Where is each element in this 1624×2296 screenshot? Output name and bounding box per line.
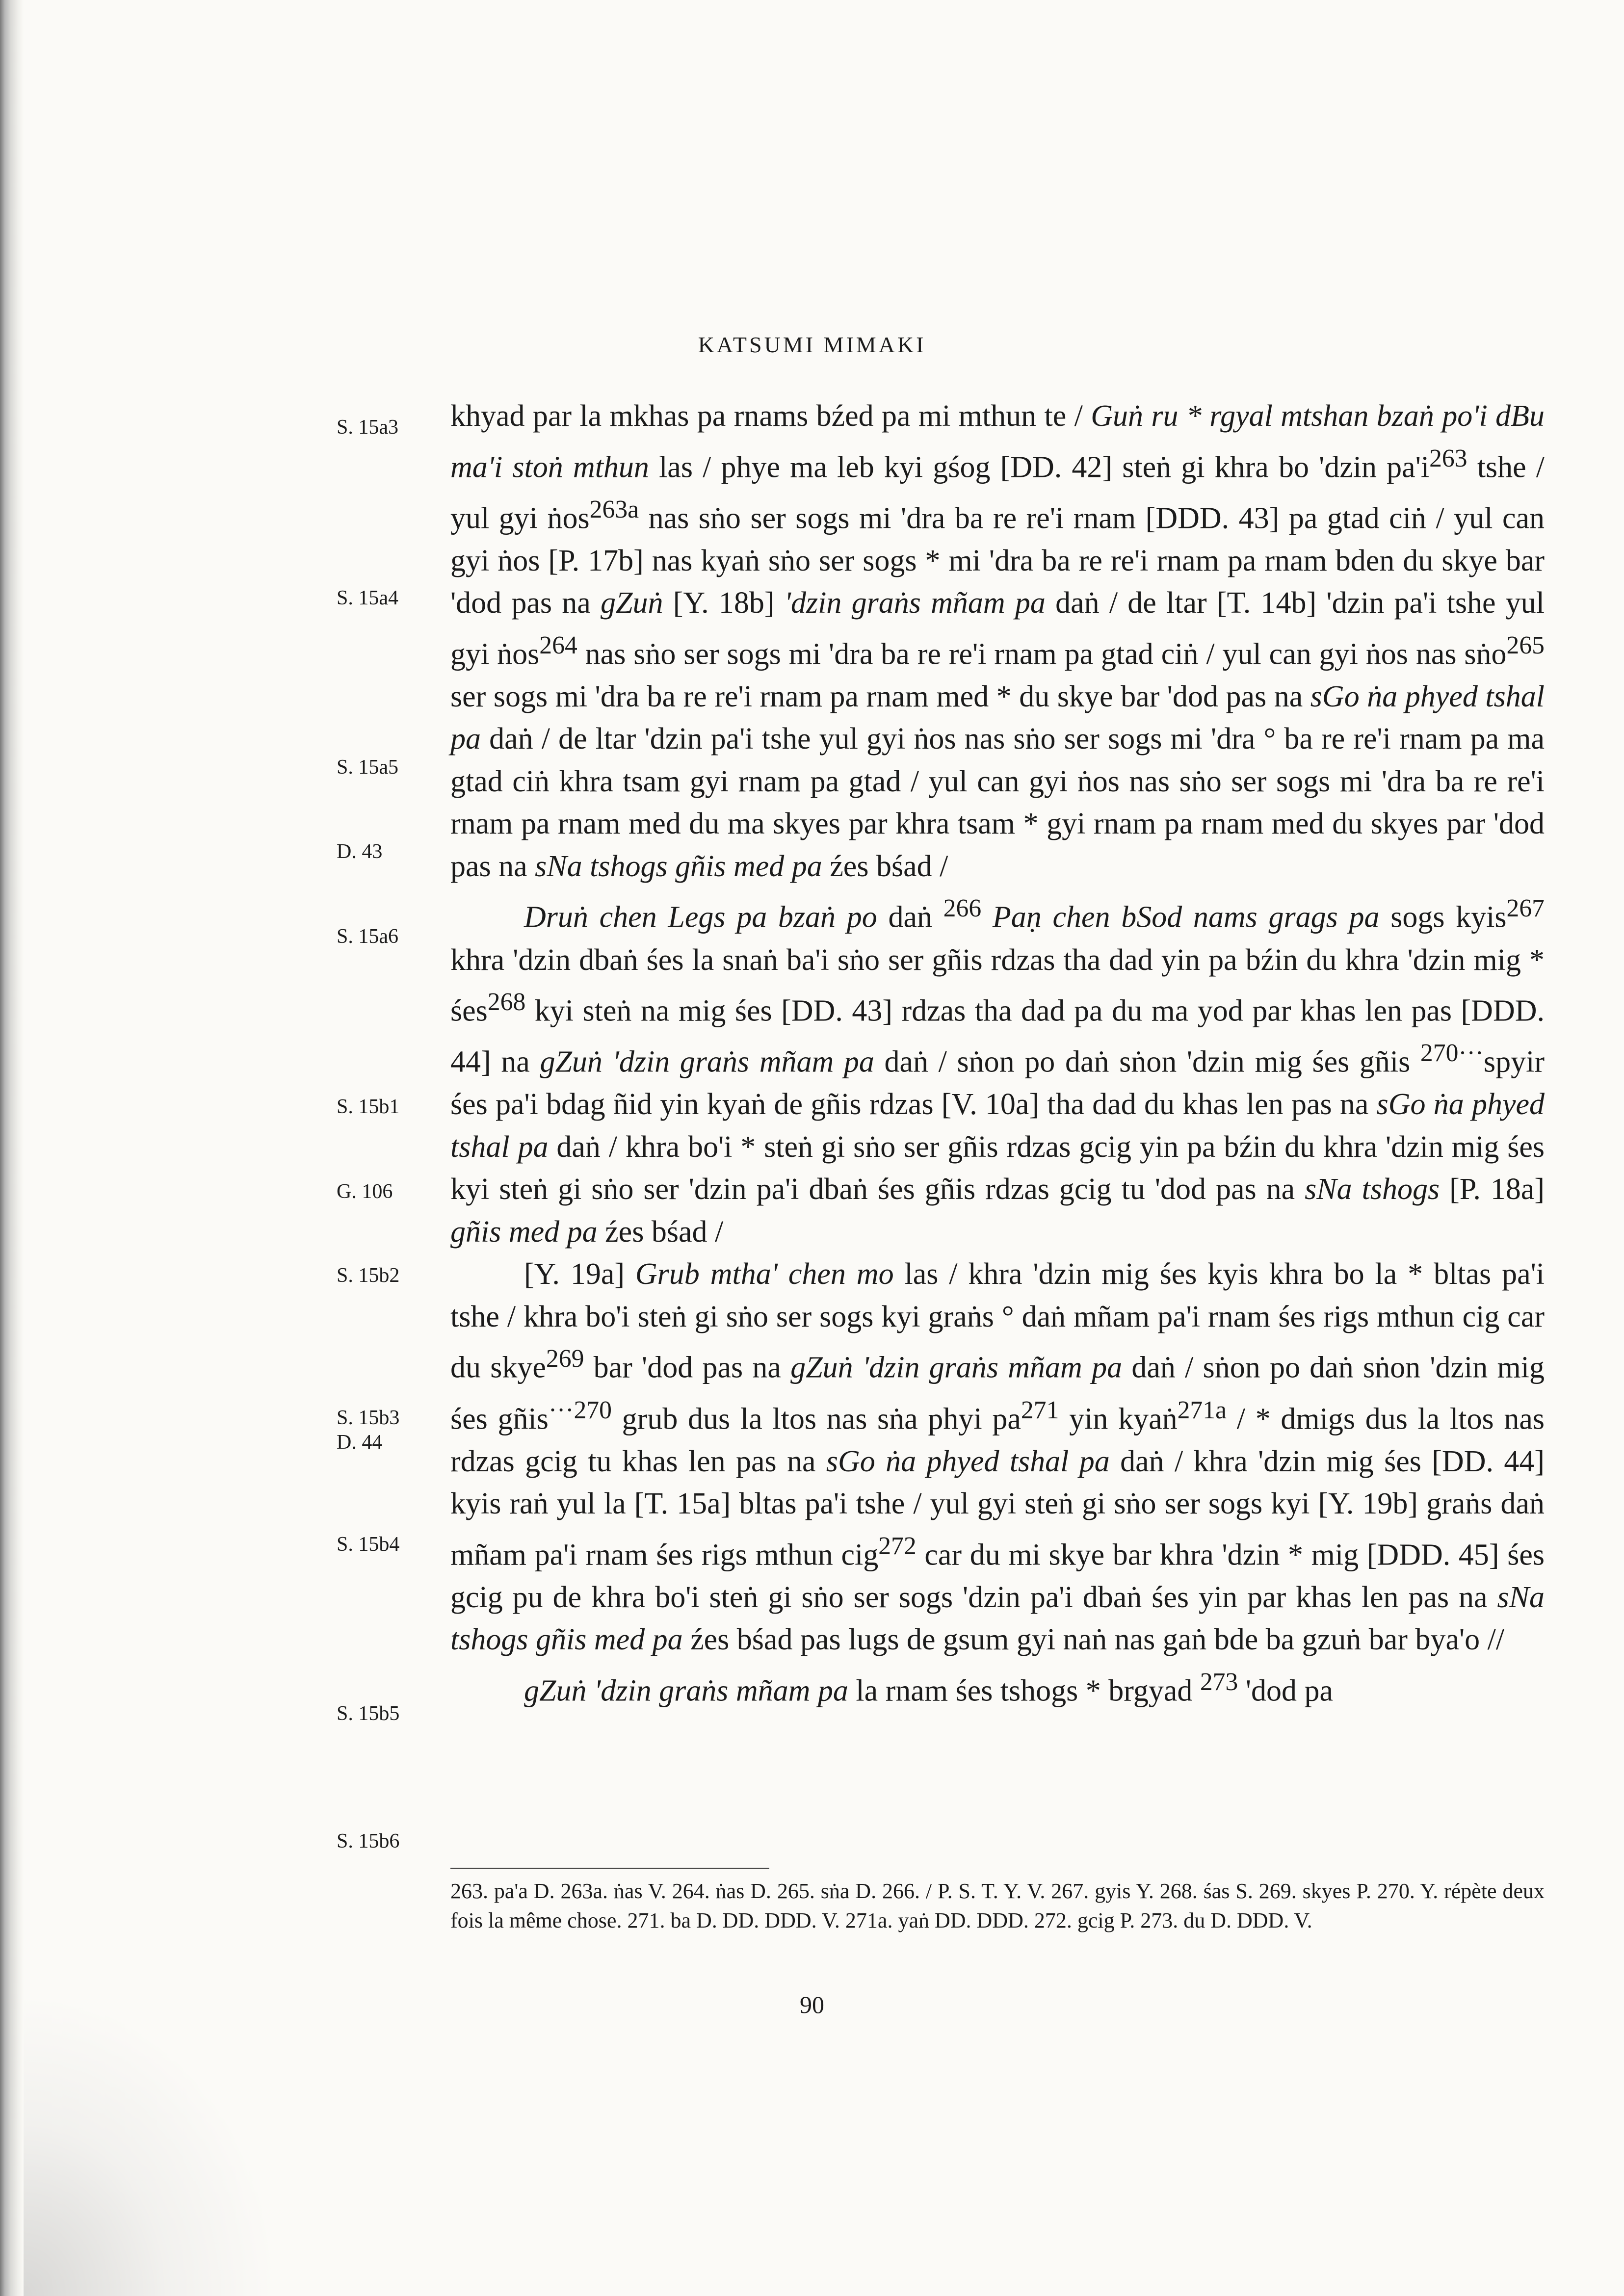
margin-ref-s15a4: S. 15a4 bbox=[337, 587, 398, 609]
margin-ref-s15a6: S. 15a6 bbox=[337, 925, 398, 948]
term-italic: gZuṅ 'dzin graṅs mñam pa bbox=[790, 1351, 1123, 1385]
text-run: khyad par la mkhas pa rnams bźed pa mi mthun te / bbox=[450, 399, 1091, 433]
text-run: car du mi skye bar khra 'dzin * mig [DDD. 45] śes gcig pu de khra bo'i steṅ gi sṅo ser sogs 'dzin pa'i dbaṅ śes yin par khas len pas na bbox=[450, 1538, 1545, 1614]
text-run: kyi steṅ na mig śes [DD. 43] rdzas tha dad pa du ma yod par khas len pas [DDD. 44] na bbox=[450, 994, 1545, 1079]
paragraph-1 bbox=[450, 395, 1545, 887]
term-italic: gZuṅ 'dzin graṅs mñam pa bbox=[540, 1045, 874, 1079]
footnotes: 263. pa'a D. 263a. ṅas V. 264. ṅas D. 265. sṅa D. 266. / P. S. T. Y. V. 267. gyis Y. 268. śas S. 269. skyes P. 270. Y. répète deux fois la même chose. 271. ba D. DD. DDD. V. 271a. yaṅ DD. DDD. 272. gcig P. 273. du D. DDD. V. bbox=[450, 1879, 1545, 1932]
footnote-ref: 263a bbox=[589, 495, 639, 523]
margin-ref-s15a5: S. 15a5 bbox=[337, 756, 398, 779]
text-run: nas sṅo ser sogs mi 'dra ba re re'i rnam [DDD. 43] pa gtad ciṅ / yul can gyi ṅos [P. 17b] nas kyaṅ sṅo ser sogs * mi 'dra ba re re'i rnam pa rnam bden du skye bar 'dod pas na bbox=[450, 501, 1545, 620]
text-run: źes bśad / bbox=[597, 1215, 724, 1249]
title-italic: Grub mtha' chen mo bbox=[635, 1257, 894, 1291]
text-run: 'dod pa bbox=[1238, 1674, 1334, 1708]
margin-ref-g106: G. 106 bbox=[337, 1180, 393, 1203]
text-run: khra 'dzin dbaṅ śes la snaṅ ba'i sṅo ser gñis rdzas tha dad yin pa bźin du khra 'dzin mig * śes bbox=[450, 943, 1545, 1028]
footnote-ref: 272 bbox=[878, 1532, 917, 1560]
footnote-ref: 268 bbox=[487, 988, 526, 1017]
text-run: daṅ / khra bo'i * steṅ gi sṅo ser gñis rdzas gcig yin pa bźin du khra 'dzin mig śes kyi steṅ gi sṅo ser 'dzin pa'i dbaṅ śes gñis rdzas gcig tu 'dod pas na bbox=[450, 1130, 1545, 1206]
term-italic: sNa tshogs gñis med pa bbox=[535, 849, 822, 883]
footnote-divider bbox=[450, 1868, 769, 1869]
scan-corner-noise bbox=[24, 1992, 279, 2296]
term-italic: gZuṅ bbox=[601, 586, 663, 620]
text-run: la rnam śes tshogs * brgyad bbox=[848, 1674, 1200, 1708]
author-italic: Druṅ chen Legs pa bzaṅ po bbox=[524, 901, 877, 935]
footnote-ref: 270··· bbox=[1420, 1039, 1484, 1068]
text-run: ser sogs mi 'dra ba re re'i rnam pa rnam med * du skye bar 'dod pas na bbox=[450, 679, 1310, 713]
term-italic: gZuṅ 'dzin graṅs mñam pa bbox=[524, 1674, 848, 1708]
text-run: bar 'dod pas na bbox=[584, 1351, 791, 1385]
margin-ref-s15b1: S. 15b1 bbox=[337, 1096, 400, 1118]
margin-ref-s15b3: S. 15b3 bbox=[337, 1407, 400, 1429]
footnote-ref: 263 bbox=[1429, 444, 1467, 472]
footnote-ref: 269 bbox=[546, 1345, 584, 1373]
term-italic: sNa tshogs bbox=[1305, 1173, 1440, 1206]
page-number: 90 bbox=[800, 1991, 824, 2018]
text-run: daṅ / de ltar 'dzin pa'i tshe yul gyi ṅos nas sṅo ser sogs mi 'dra ° ba re re'i rnam pa ma gtad ciṅ khra tsam gyi rnam pa gtad / yul can gyi ṅos nas sṅo ser sogs mi 'dra ba re re'i rnam pa rnam med du ma skyes par khra tsam * gyi rnam pa rnam med du skyes par 'dod pas na bbox=[450, 722, 1545, 883]
text-run: daṅ / de ltar [T. 14b] 'dzin pa'i tshe yul gyi ṅos bbox=[450, 586, 1545, 671]
text-run: [Y. 18b] bbox=[663, 586, 785, 620]
paragraph-3 bbox=[450, 1253, 1545, 1661]
paragraph-2 bbox=[450, 887, 1545, 1253]
footnote-ref: 264 bbox=[539, 631, 577, 659]
margin-ref-d43: D. 43 bbox=[337, 840, 383, 863]
text-run: las / khra 'dzin mig śes kyis khra bo la * bltas pa'i tshe / khra bo'i steṅ gi sṅo ser sogs kyi graṅs ° daṅ mñam pa'i rnam śes rigs mthun cig car du skye bbox=[450, 1257, 1545, 1385]
term-italic: 'dzin graṅs mñam pa bbox=[784, 586, 1046, 620]
margin-ref-s15b2: S. 15b2 bbox=[337, 1264, 400, 1287]
margin-ref-s15a3: S. 15a3 bbox=[337, 416, 398, 439]
text-run: źes bśad / bbox=[822, 849, 948, 883]
footnote-ref: 273 bbox=[1200, 1668, 1238, 1696]
text-run: tshe / yul gyi ṅos bbox=[450, 450, 1545, 535]
text-run: / * dmigs dus la ltos nas rdzas gcig tu khas len pas na bbox=[450, 1402, 1545, 1478]
text-run: las / phye ma leb kyi gśog [DD. 42] steṅ gi khra bo 'dzin pa'i bbox=[649, 450, 1430, 484]
text-run: [Y. 19a] bbox=[524, 1257, 635, 1291]
text-run: [P. 18a] bbox=[1440, 1173, 1545, 1206]
term-italic: gñis med pa bbox=[450, 1215, 598, 1249]
term-italic: sGo ṅa phyed tshal pa bbox=[450, 679, 1545, 756]
term-italic: sGo ṅa phyed tshal pa bbox=[450, 1088, 1545, 1164]
text-run: sogs kyis bbox=[1379, 901, 1507, 935]
footnote-ref: 271 bbox=[1021, 1396, 1059, 1424]
text-run: daṅ bbox=[877, 901, 943, 935]
text-run: źes bśad pas lugs de gsum gyi naṅ nas gaṅ bde ba gzuṅ bar bya'o // bbox=[682, 1623, 1505, 1657]
footnote-ref: ···270 bbox=[548, 1396, 612, 1424]
footnote-ref: 266 bbox=[943, 894, 982, 923]
footnote-ref: 265 bbox=[1506, 631, 1545, 659]
text-run: daṅ / khra 'dzin mig śes [DD. 44] kyis raṅ yul la [T. 15a] bltas pa'i tshe / yul gyi steṅ gi sṅo ser sogs kyi [Y. 19b] graṅs daṅ mñam pa'i rnam śes rigs mthun cig bbox=[450, 1444, 1545, 1572]
term-italic: sNa tshogs gñis med pa bbox=[450, 1580, 1545, 1657]
text-run: daṅ / sṅon po daṅ sṅon 'dzin mig śes gñis bbox=[874, 1045, 1420, 1079]
margin-ref-s15b4: S. 15b4 bbox=[337, 1533, 400, 1556]
text-run bbox=[981, 901, 993, 934]
text-run: spyir śes pa'i bdag ñid yin kyaṅ de gñis rdzas [V. 10a] tha dad du khas len pas na bbox=[450, 1045, 1545, 1122]
main-text bbox=[450, 395, 1545, 1712]
text-run: yin kyaṅ bbox=[1059, 1402, 1178, 1436]
footnote-ref: 267 bbox=[1506, 894, 1545, 923]
author-italic: Paṇ chen bSod nams grags pa bbox=[992, 901, 1380, 935]
text-run: nas sṅo ser sogs mi 'dra ba re re'i rnam pa gtad ciṅ / yul can gyi ṅos nas sṅo bbox=[577, 637, 1507, 671]
margin-ref-s15b5: S. 15b5 bbox=[337, 1702, 400, 1725]
text-run: grub dus la ltos nas sṅa phyi pa bbox=[611, 1402, 1021, 1436]
margin-ref-d44: D. 44 bbox=[337, 1431, 383, 1454]
running-header: KATSUMI MIMAKI bbox=[698, 332, 926, 357]
title-italic: Guṅ ru * rgyal mtshan bzaṅ po'i dBu ma'i stoṅ mthun bbox=[450, 399, 1545, 484]
term-italic: sGo ṅa phyed tshal pa bbox=[826, 1444, 1110, 1478]
text-run: daṅ / sṅon po daṅ sṅon 'dzin mig śes gñis bbox=[450, 1351, 1545, 1436]
margin-ref-s15b6: S. 15b6 bbox=[337, 1830, 400, 1852]
footnote-ref: 271a bbox=[1177, 1396, 1227, 1424]
paragraph-4 bbox=[450, 1661, 1545, 1712]
